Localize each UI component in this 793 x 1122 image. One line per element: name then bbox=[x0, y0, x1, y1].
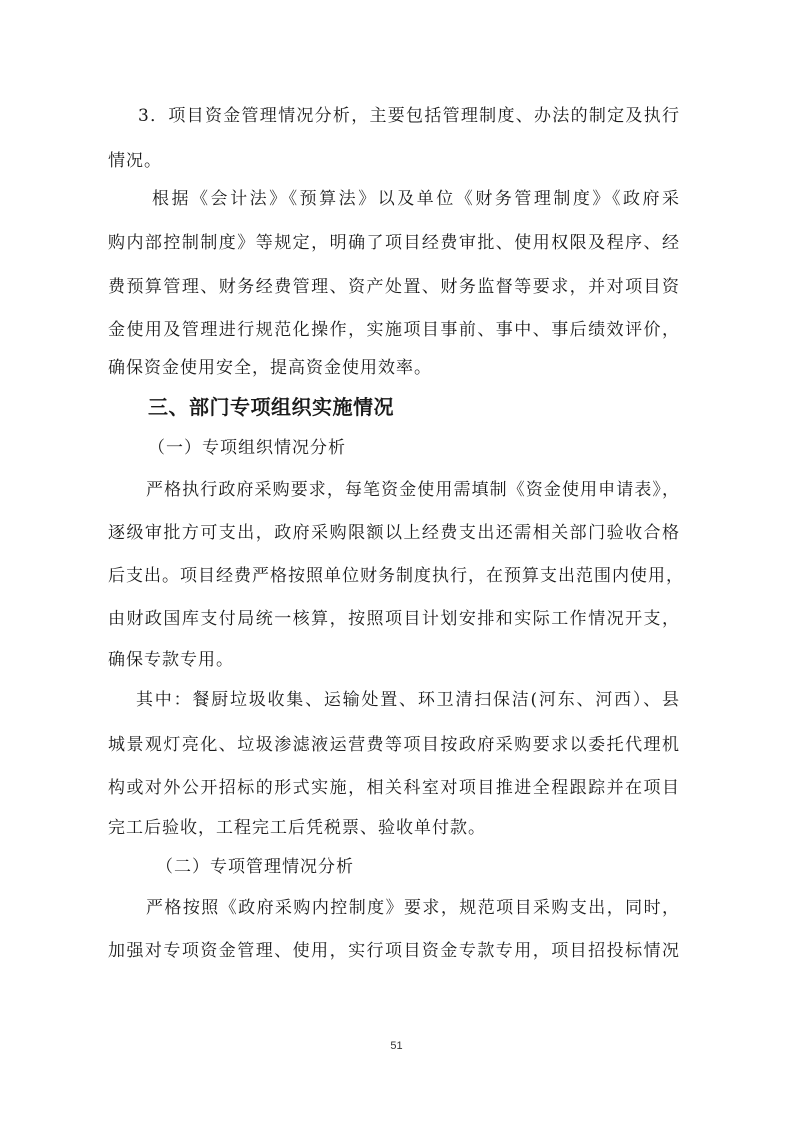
paragraph-line: 根据《会计法》《预算法》以及单位《财务管理制度》《政府采 bbox=[152, 189, 680, 209]
paragraph-line: 确保专款专用。 bbox=[108, 650, 234, 670]
paragraph-line: 由财政国库支付局统一核算，按照项目计划安排和实际工作情况开支， bbox=[108, 609, 680, 629]
paragraph-line: 费预算管理、财务经费管理、资产处置、财务监督等要求，并对项目资 bbox=[108, 277, 680, 297]
paragraph-line: 情况。 bbox=[108, 151, 162, 171]
subsection-heading: （二）专项管理情况分析 bbox=[156, 857, 354, 877]
paragraph-line: 确保资金使用安全，提高资金使用效率。 bbox=[108, 358, 432, 378]
subsection-heading: （一）专项组织情况分析 bbox=[148, 438, 346, 458]
paragraph-line: 加强对专项资金管理、使用，实行项目资金专款专用，项目招投标情况 bbox=[108, 941, 680, 961]
paragraph-line: 逐级审批方可支出，政府采购限额以上经费支出还需相关部门验收合格 bbox=[108, 523, 680, 543]
paragraph-line: 构或对外公开招标的形式实施，相关科室对项目推进全程跟踪并在项目 bbox=[108, 778, 680, 798]
paragraph-line: 完工后验收，工程完工后凭税票、验收单付款。 bbox=[108, 818, 486, 838]
paragraph-line: 严格按照《政府采购内控制度》要求，规范项目采购支出，同时， bbox=[146, 898, 680, 918]
paragraph-line: 金使用及管理进行规范化操作，实施项目事前、事中、事后绩效评价， bbox=[108, 320, 680, 340]
page-number: 51 bbox=[390, 1040, 403, 1052]
paragraph-line: 3．项目资金管理情况分析，主要包括管理制度、办法的制定及执行 bbox=[138, 106, 680, 126]
paragraph-line: 严格执行政府采购要求，每笔资金使用需填制《资金使用申请表》， bbox=[146, 480, 680, 500]
paragraph-line: 购内部控制制度》等规定，明确了项目经费审批、使用权限及程序、经 bbox=[108, 233, 680, 253]
paragraph-line: 城景观灯亮化、垃圾渗滤液运营费等项目按政府采购要求以委托代理机 bbox=[108, 735, 680, 755]
paragraph-line: 后支出。项目经费严格按照单位财务制度执行，在预算支出范围内使用， bbox=[108, 566, 684, 586]
section-heading: 三、部门专项组织实施情况 bbox=[148, 395, 394, 419]
paragraph-line: 其中：餐厨垃圾收集、运输处置、环卫清扫保洁(河东、河西）、县 bbox=[136, 690, 680, 710]
